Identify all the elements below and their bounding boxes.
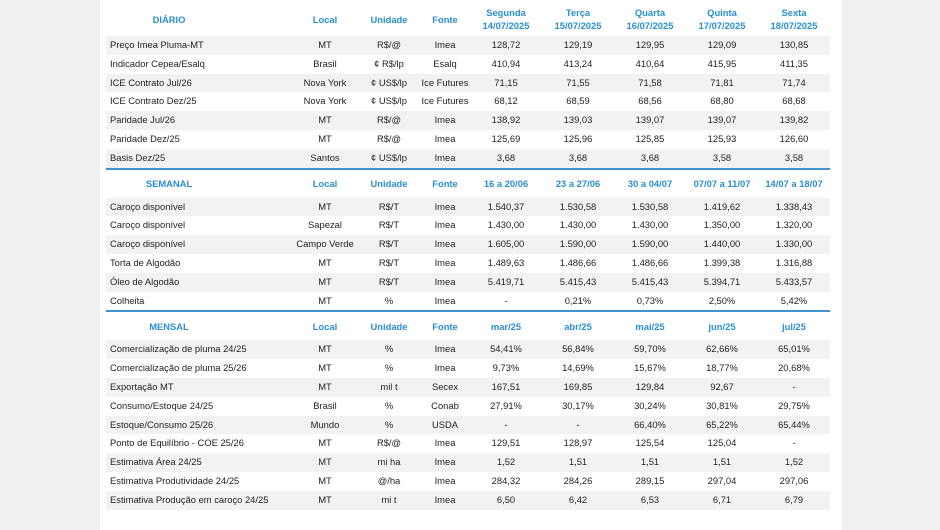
day-date: 17/07/2025: [698, 20, 746, 31]
row-unidade: R$/T: [378, 256, 400, 268]
table-row: [106, 434, 830, 453]
column-header-period: 23 a 27/06: [555, 178, 601, 190]
row-label: Preço Imea Pluma-MT: [106, 36, 292, 55]
row-fonte: Esalq: [433, 57, 457, 69]
column-header-month: mai/25: [635, 320, 665, 332]
row-value: 5,42%: [780, 294, 808, 306]
row-label: Estimativa Produção em caroço 24/25: [106, 491, 292, 510]
day-name: Quinta: [707, 7, 737, 18]
row-label: Estimativa Área 24/25: [106, 453, 292, 472]
row-value: 125,54: [635, 437, 665, 449]
row-value: 1,51: [686, 453, 758, 472]
row-label: Exportação MT: [106, 378, 292, 397]
row-unidade: R$/@: [376, 132, 402, 144]
row-value: 284,26: [563, 474, 593, 486]
table-row: [106, 55, 830, 74]
row-value: 1.486,66: [631, 256, 669, 268]
monthly-header-row: [106, 312, 830, 340]
table-row: [106, 92, 830, 111]
row-value: 3,68: [542, 149, 614, 169]
row-fonte: Secex: [420, 378, 470, 397]
row-value: 65,44%: [758, 416, 830, 435]
row-value: 54,41%: [470, 340, 542, 359]
row-value: 130,85: [758, 36, 830, 55]
day-date: 16/07/2025: [626, 20, 674, 31]
row-unidade: %: [384, 362, 394, 374]
column-header-day: [542, 2, 614, 36]
column-header-fonte: Fonte: [432, 13, 458, 25]
row-value: 129,19: [542, 36, 614, 55]
row-value: 71,15: [470, 74, 542, 93]
row-unidade: mil t: [358, 378, 420, 397]
row-value: 129,95: [614, 36, 686, 55]
row-unidade: %: [384, 399, 394, 411]
row-fonte: Imea: [420, 111, 470, 130]
row-unidade: ¢ US$/lp: [358, 149, 420, 169]
row-value: 1.530,58: [614, 198, 686, 217]
row-value: -: [542, 416, 614, 435]
row-value: 284,32: [491, 474, 521, 486]
row-value: 413,24: [563, 57, 593, 69]
weekly-header-row: [106, 170, 830, 198]
row-local: MT: [292, 491, 358, 510]
column-header-month: jun/25: [708, 320, 736, 332]
table-row: [106, 130, 830, 149]
row-label: Paridade Dez/25: [110, 132, 180, 144]
row-value: 5.394,71: [686, 273, 758, 292]
row-value: 125,04: [707, 437, 737, 449]
row-label: Caroço disponível: [106, 235, 292, 254]
row-value: 20,68%: [778, 362, 810, 374]
row-local: MT: [318, 132, 332, 144]
row-value: 71,55: [542, 74, 614, 93]
column-header-day: [758, 2, 830, 36]
row-value: -: [504, 294, 508, 306]
row-value: 27,91%: [490, 399, 522, 411]
table-row: [106, 340, 830, 359]
row-local: Brasil: [313, 57, 337, 69]
row-value: 71,74: [758, 74, 830, 93]
row-value: 129,84: [614, 378, 686, 397]
row-fonte: Imea: [420, 36, 470, 55]
column-header-fonte: Fonte: [432, 178, 458, 190]
row-local: Nova York: [292, 74, 358, 93]
row-value: 92,67: [686, 378, 758, 397]
row-unidade: R$/@: [376, 437, 402, 449]
row-label: Óleo de Algodão: [106, 273, 292, 292]
row-fonte: Imea: [434, 362, 456, 374]
column-header-local: Local: [312, 320, 338, 332]
row-local: Sapezal: [308, 219, 342, 231]
row-value: 1.440,00: [686, 235, 758, 254]
row-value: 411,35: [780, 57, 808, 69]
row-value: 68,80: [710, 95, 734, 107]
row-fonte: USDA: [420, 416, 470, 435]
row-local: MT: [318, 437, 332, 449]
row-fonte: Imea: [434, 437, 456, 449]
row-value: 289,15: [635, 474, 665, 486]
column-header-day: [686, 2, 758, 36]
row-unidade: %: [358, 340, 420, 359]
row-value: 3,58: [686, 149, 758, 169]
row-value: 1.330,00: [758, 235, 830, 254]
row-value: 6,71: [686, 491, 758, 510]
row-label: Estimativa Produtividade 24/25: [110, 474, 240, 486]
row-value: 1.316,88: [775, 256, 813, 268]
row-value: 5.419,71: [470, 273, 542, 292]
row-value: 128,72: [470, 36, 542, 55]
column-header-day: [470, 2, 542, 36]
row-label: Colheita: [110, 294, 145, 306]
row-value: 1.419,62: [686, 198, 758, 217]
row-local: Brasil: [313, 399, 337, 411]
row-fonte: Ice Futures: [420, 74, 470, 93]
row-value: 6,79: [758, 491, 830, 510]
cotton-market-table: [106, 2, 830, 510]
row-local: Mundo: [292, 416, 358, 435]
row-value: 126,60: [779, 132, 809, 144]
row-fonte: Imea: [434, 294, 456, 306]
table-row: [106, 397, 830, 416]
day-name: Terça: [565, 7, 591, 18]
row-local: MT: [318, 294, 332, 306]
row-unidade: R$/T: [358, 235, 420, 254]
row-value: 1.489,63: [487, 256, 525, 268]
row-fonte: Imea: [420, 340, 470, 359]
row-value: 71,58: [614, 74, 686, 93]
row-unidade: R$/T: [378, 219, 400, 231]
row-local: MT: [292, 340, 358, 359]
row-fonte: Imea: [434, 132, 456, 144]
row-local: MT: [292, 36, 358, 55]
row-unidade: @/ha: [377, 474, 401, 486]
row-value: 56,84%: [542, 340, 614, 359]
row-fonte: Ice Futures: [421, 95, 469, 107]
row-local: MT: [292, 453, 358, 472]
row-unidade: mi t: [358, 491, 420, 510]
row-unidade: R$/T: [358, 273, 420, 292]
row-value: 1,52: [470, 453, 542, 472]
row-value: 1.430,00: [487, 219, 525, 231]
table-row: [106, 235, 830, 254]
table-row: [106, 149, 830, 169]
row-value: 5.433,57: [758, 273, 830, 292]
row-value: 1.399,38: [703, 256, 741, 268]
row-unidade: ¢ US$/lp: [358, 74, 420, 93]
row-value: 65,22%: [686, 416, 758, 435]
row-unidade: R$/T: [358, 198, 420, 217]
row-fonte: Imea: [434, 474, 456, 486]
table-row: [106, 359, 830, 378]
column-header-day: [614, 2, 686, 36]
row-label: Ponto de Equilíbrio - COE 25/26: [110, 437, 244, 449]
row-value: 71,81: [686, 74, 758, 93]
row-local: Santos: [292, 149, 358, 169]
row-local: MT: [292, 198, 358, 217]
table-row: [106, 472, 830, 491]
row-fonte: Imea: [420, 235, 470, 254]
row-local: Campo Verde: [292, 235, 358, 254]
row-local: Nova York: [303, 95, 347, 107]
row-value: 9,73%: [492, 362, 520, 374]
day-name: Sexta: [781, 7, 807, 18]
column-header-period: 30 a 04/07: [627, 178, 673, 190]
row-value: 65,01%: [758, 340, 830, 359]
row-unidade: %: [384, 294, 394, 306]
row-value: 1.320,00: [775, 219, 813, 231]
row-value: 410,64: [635, 57, 665, 69]
row-value: 18,77%: [706, 362, 738, 374]
row-value: 1,52: [758, 453, 830, 472]
row-value: 3,68: [614, 149, 686, 169]
table-row: [106, 416, 830, 435]
row-value: 1.590,00: [614, 235, 686, 254]
row-value: 1.530,58: [542, 198, 614, 217]
row-value: 129,51: [491, 437, 521, 449]
column-header-local: Local: [312, 13, 338, 25]
row-value: 6,50: [470, 491, 542, 510]
row-local: MT: [292, 378, 358, 397]
column-header-month: abr/25: [564, 320, 592, 332]
table-row: [106, 254, 830, 273]
row-local: MT: [318, 474, 332, 486]
row-value: 1,51: [542, 453, 614, 472]
column-header-unidade: Unidade: [370, 320, 408, 332]
row-value: 139,82: [758, 111, 830, 130]
row-value: 415,95: [707, 57, 737, 69]
column-header-period: 16 a 20/06: [483, 178, 529, 190]
row-value: 129,09: [686, 36, 758, 55]
daily-section-title: DIÁRIO: [152, 13, 186, 25]
row-label: Indicador Cepea/Esalq: [110, 57, 205, 69]
row-value: 125,93: [707, 132, 737, 144]
table-row: [106, 453, 830, 472]
column-header-fonte: Fonte: [432, 320, 458, 332]
table-row: [106, 216, 830, 235]
row-value: 0,21%: [564, 294, 592, 306]
row-value: 139,03: [542, 111, 614, 130]
row-local: MT: [292, 111, 358, 130]
row-value: 1.338,43: [758, 198, 830, 217]
row-value: 1.540,37: [470, 198, 542, 217]
row-label: Comercialização de pluma 24/25: [106, 340, 292, 359]
row-label: ICE Contrato Dez/25: [110, 95, 197, 107]
column-header-month: mar/25: [490, 320, 522, 332]
row-label: Caroço disponível: [106, 198, 292, 217]
row-value: -: [758, 378, 830, 397]
day-name: Segunda: [486, 7, 526, 18]
daily-header-row: [106, 2, 830, 36]
row-value: 30,17%: [562, 399, 594, 411]
row-value: 29,75%: [778, 399, 810, 411]
row-value: 68,68: [782, 95, 806, 107]
row-value: 15,67%: [634, 362, 666, 374]
report-sheet: [100, 0, 842, 530]
row-unidade: R$/@: [358, 111, 420, 130]
row-value: -: [792, 437, 796, 449]
row-label: Torta de Algodão: [110, 256, 181, 268]
row-value: 5.415,43: [614, 273, 686, 292]
row-value: 30,24%: [634, 399, 666, 411]
row-value: 68,56: [638, 95, 662, 107]
day-date: 18/07/2025: [770, 20, 818, 31]
table-row: [106, 111, 830, 130]
column-header-local: Local: [312, 178, 338, 190]
row-value: 125,96: [563, 132, 593, 144]
row-value: 297,04: [707, 474, 737, 486]
row-label: Caroço disponível: [110, 219, 186, 231]
row-value: 125,85: [635, 132, 665, 144]
day-date: 15/07/2025: [554, 20, 602, 31]
row-value: 68,59: [566, 95, 590, 107]
row-value: 139,07: [614, 111, 686, 130]
row-value: -: [470, 416, 542, 435]
row-value: 1.350,00: [703, 219, 741, 231]
row-unidade: R$/@: [358, 36, 420, 55]
row-fonte: Imea: [434, 256, 456, 268]
column-header-period: 07/07 a 11/07: [693, 178, 751, 190]
row-value: 1.590,00: [542, 235, 614, 254]
row-value: 169,85: [542, 378, 614, 397]
column-header-month: jul/25: [782, 320, 806, 332]
row-value: 128,97: [563, 437, 593, 449]
row-fonte: Imea: [420, 491, 470, 510]
column-header-period: 14/07 a 18/07: [765, 178, 823, 190]
row-value: 125,69: [491, 132, 521, 144]
row-value: 59,70%: [614, 340, 686, 359]
row-value: 138,92: [470, 111, 542, 130]
row-fonte: Imea: [420, 453, 470, 472]
row-value: 2,50%: [708, 294, 736, 306]
row-fonte: Conab: [431, 399, 459, 411]
column-header-unidade: Unidade: [370, 178, 408, 190]
table-row: [106, 292, 830, 312]
table-row: [106, 74, 830, 93]
row-value: 1.430,00: [559, 219, 597, 231]
row-local: MT: [318, 362, 332, 374]
row-value: 62,66%: [686, 340, 758, 359]
monthly-section-title: MENSAL: [149, 320, 189, 332]
row-fonte: Imea: [420, 273, 470, 292]
row-value: 6,42: [542, 491, 614, 510]
row-label: Consumo/Estoque 24/25: [110, 399, 214, 411]
row-value: 139,07: [686, 111, 758, 130]
row-label: Comercialização de pluma 25/26: [110, 362, 247, 374]
row-value: 3,58: [758, 149, 830, 169]
row-value: 5.415,43: [542, 273, 614, 292]
row-local: MT: [318, 256, 332, 268]
row-value: 3,68: [470, 149, 542, 169]
table-row: [106, 491, 830, 510]
table-row: [106, 273, 830, 292]
row-value: 410,94: [491, 57, 521, 69]
row-value: 1,51: [614, 453, 686, 472]
row-fonte: Imea: [434, 219, 456, 231]
row-fonte: Imea: [420, 149, 470, 169]
row-value: 0,73%: [636, 294, 664, 306]
table-row: [106, 198, 830, 217]
row-local: MT: [292, 273, 358, 292]
row-unidade: mi ha: [358, 453, 420, 472]
row-value: 297,06: [779, 474, 809, 486]
row-unidade: ¢ US$/lp: [371, 95, 407, 107]
row-value: 68,12: [494, 95, 518, 107]
row-value: 1.605,00: [470, 235, 542, 254]
row-value: 1.486,66: [559, 256, 597, 268]
row-unidade: ¢ R$/lp: [374, 57, 404, 69]
row-unidade: %: [358, 416, 420, 435]
row-fonte: Imea: [420, 198, 470, 217]
row-label: ICE Contrato Jul/26: [106, 74, 292, 93]
row-value: 14,69%: [562, 362, 594, 374]
row-value: 6,53: [614, 491, 686, 510]
day-name: Quarta: [634, 7, 666, 18]
day-date: 14/07/2025: [482, 20, 530, 31]
table-row: [106, 378, 830, 397]
row-label: Estoque/Consumo 25/26: [106, 416, 292, 435]
table-row: [106, 36, 830, 55]
row-label: Paridade Jul/26: [106, 111, 292, 130]
row-value: 167,51: [470, 378, 542, 397]
column-header-unidade: Unidade: [370, 13, 408, 25]
weekly-section-title: SEMANAL: [145, 178, 193, 190]
row-value: 66,40%: [614, 416, 686, 435]
row-label: Basis Dez/25: [106, 149, 292, 169]
row-value: 1.430,00: [631, 219, 669, 231]
row-value: 30,81%: [706, 399, 738, 411]
